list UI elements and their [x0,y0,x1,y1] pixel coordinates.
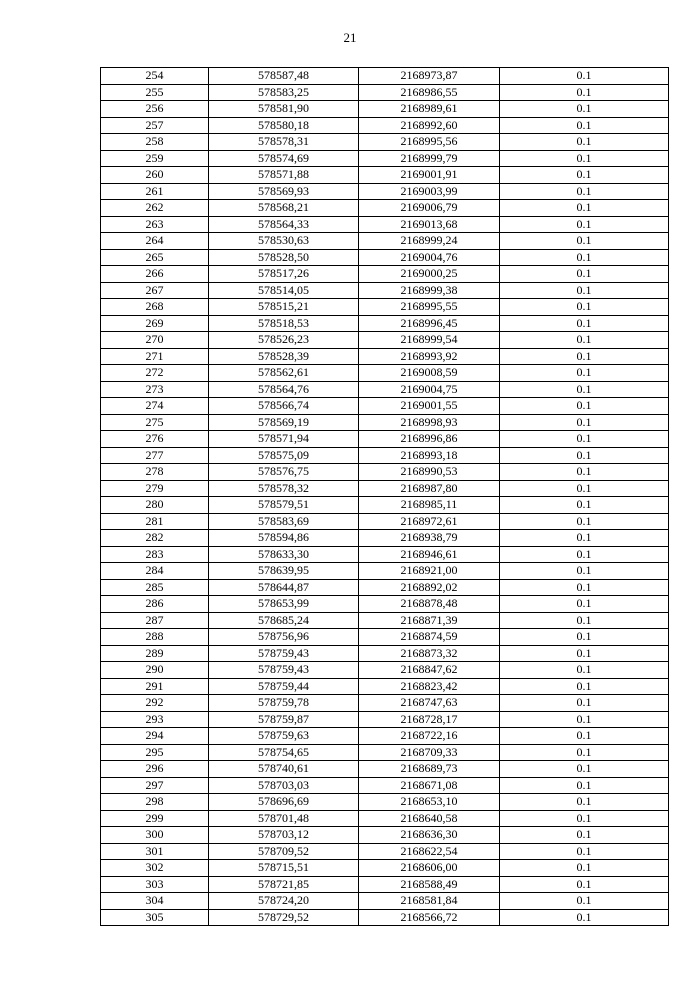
precision-cell: 0.1 [500,546,669,563]
precision-cell: 0.1 [500,233,669,250]
table-row [101,200,669,217]
point-number-cell: 302 [101,860,209,877]
x-coordinate-cell: 578528,39 [209,348,359,365]
y-coordinate-cell: 2168622,54 [359,843,500,860]
x-coordinate-cell: 578587,48 [209,68,359,85]
y-coordinate-cell: 2169003,99 [359,183,500,200]
precision-cell: 0.1 [500,381,669,398]
x-coordinate-cell: 578583,25 [209,84,359,101]
precision-cell: 0.1 [500,68,669,85]
point-number-cell: 282 [101,530,209,547]
point-number-cell: 273 [101,381,209,398]
table-row [101,414,669,431]
precision-cell: 0.1 [500,827,669,844]
precision-cell: 0.1 [500,464,669,481]
point-number-cell: 298 [101,794,209,811]
y-coordinate-cell: 2168996,45 [359,315,500,332]
precision-cell: 0.1 [500,612,669,629]
y-coordinate-cell: 2168998,93 [359,414,500,431]
point-number-cell: 262 [101,200,209,217]
x-coordinate-cell: 578583,69 [209,513,359,530]
y-coordinate-cell: 2168992,60 [359,117,500,134]
point-number-cell: 294 [101,728,209,745]
precision-cell: 0.1 [500,348,669,365]
coordinates-table-body [101,68,669,926]
table-row [101,662,669,679]
y-coordinate-cell: 2168871,39 [359,612,500,629]
x-coordinate-cell: 578517,26 [209,266,359,283]
precision-cell: 0.1 [500,216,669,233]
x-coordinate-cell: 578703,12 [209,827,359,844]
point-number-cell: 267 [101,282,209,299]
table-row [101,282,669,299]
precision-cell: 0.1 [500,447,669,464]
precision-cell: 0.1 [500,414,669,431]
point-number-cell: 268 [101,299,209,316]
y-coordinate-cell: 2168823,42 [359,678,500,695]
y-coordinate-cell: 2168986,55 [359,84,500,101]
x-coordinate-cell: 578639,95 [209,563,359,580]
precision-cell: 0.1 [500,794,669,811]
y-coordinate-cell: 2168972,61 [359,513,500,530]
x-coordinate-cell: 578653,99 [209,596,359,613]
precision-cell: 0.1 [500,530,669,547]
point-number-cell: 256 [101,101,209,118]
table-row [101,513,669,530]
x-coordinate-cell: 578709,52 [209,843,359,860]
precision-cell: 0.1 [500,563,669,580]
table-row [101,150,669,167]
x-coordinate-cell: 578571,88 [209,167,359,184]
y-coordinate-cell: 2169001,91 [359,167,500,184]
table-row [101,266,669,283]
precision-cell: 0.1 [500,183,669,200]
point-number-cell: 303 [101,876,209,893]
x-coordinate-cell: 578571,94 [209,431,359,448]
y-coordinate-cell: 2168636,30 [359,827,500,844]
point-number-cell: 280 [101,497,209,514]
table-row [101,612,669,629]
point-number-cell: 287 [101,612,209,629]
table-row [101,447,669,464]
table-row [101,348,669,365]
point-number-cell: 295 [101,744,209,761]
table-row [101,497,669,514]
precision-cell: 0.1 [500,117,669,134]
y-coordinate-cell: 2169006,79 [359,200,500,217]
table-row [101,728,669,745]
precision-cell: 0.1 [500,200,669,217]
table-row [101,299,669,316]
precision-cell: 0.1 [500,777,669,794]
x-coordinate-cell: 578580,18 [209,117,359,134]
y-coordinate-cell: 2168938,79 [359,530,500,547]
table-row [101,893,669,910]
x-coordinate-cell: 578518,53 [209,315,359,332]
x-coordinate-cell: 578759,44 [209,678,359,695]
point-number-cell: 299 [101,810,209,827]
table-row [101,398,669,415]
point-number-cell: 293 [101,711,209,728]
point-number-cell: 272 [101,365,209,382]
point-number-cell: 286 [101,596,209,613]
point-number-cell: 264 [101,233,209,250]
table-row [101,365,669,382]
y-coordinate-cell: 2168847,62 [359,662,500,679]
y-coordinate-cell: 2168874,59 [359,629,500,646]
point-number-cell: 289 [101,645,209,662]
point-number-cell: 301 [101,843,209,860]
y-coordinate-cell: 2168728,17 [359,711,500,728]
x-coordinate-cell: 578740,61 [209,761,359,778]
precision-cell: 0.1 [500,84,669,101]
point-number-cell: 285 [101,579,209,596]
precision-cell: 0.1 [500,645,669,662]
table-row [101,117,669,134]
y-coordinate-cell: 2168566,72 [359,909,500,926]
precision-cell: 0.1 [500,678,669,695]
point-number-cell: 297 [101,777,209,794]
x-coordinate-cell: 578759,63 [209,728,359,745]
point-number-cell: 300 [101,827,209,844]
table-row [101,794,669,811]
y-coordinate-cell: 2168606,00 [359,860,500,877]
y-coordinate-cell: 2168995,55 [359,299,500,316]
x-coordinate-cell: 578564,76 [209,381,359,398]
table-row [101,183,669,200]
table-row [101,909,669,926]
x-coordinate-cell: 578685,24 [209,612,359,629]
point-number-cell: 271 [101,348,209,365]
y-coordinate-cell: 2169004,76 [359,249,500,266]
table-row [101,761,669,778]
x-coordinate-cell: 578754,65 [209,744,359,761]
table-row [101,530,669,547]
x-coordinate-cell: 578576,75 [209,464,359,481]
point-number-cell: 278 [101,464,209,481]
precision-cell: 0.1 [500,480,669,497]
x-coordinate-cell: 578703,03 [209,777,359,794]
table-row [101,810,669,827]
point-number-cell: 283 [101,546,209,563]
x-coordinate-cell: 578566,74 [209,398,359,415]
point-number-cell: 254 [101,68,209,85]
table-row [101,167,669,184]
point-number-cell: 281 [101,513,209,530]
table-row [101,843,669,860]
table-row [101,381,669,398]
point-number-cell: 255 [101,84,209,101]
table-row [101,101,669,118]
table-row [101,546,669,563]
y-coordinate-cell: 2168990,53 [359,464,500,481]
point-number-cell: 292 [101,695,209,712]
y-coordinate-cell: 2168653,10 [359,794,500,811]
y-coordinate-cell: 2168722,16 [359,728,500,745]
point-number-cell: 304 [101,893,209,910]
x-coordinate-cell: 578568,21 [209,200,359,217]
precision-cell: 0.1 [500,101,669,118]
precision-cell: 0.1 [500,134,669,151]
table-row [101,315,669,332]
point-number-cell: 291 [101,678,209,695]
y-coordinate-cell: 2168973,87 [359,68,500,85]
y-coordinate-cell: 2168588,49 [359,876,500,893]
table-row [101,695,669,712]
y-coordinate-cell: 2168996,86 [359,431,500,448]
y-coordinate-cell: 2168946,61 [359,546,500,563]
x-coordinate-cell: 578526,23 [209,332,359,349]
point-number-cell: 259 [101,150,209,167]
y-coordinate-cell: 2168999,38 [359,282,500,299]
table-row [101,777,669,794]
point-number-cell: 279 [101,480,209,497]
x-coordinate-cell: 578715,51 [209,860,359,877]
x-coordinate-cell: 578759,78 [209,695,359,712]
table-row [101,629,669,646]
y-coordinate-cell: 2168999,79 [359,150,500,167]
table-row [101,134,669,151]
precision-cell: 0.1 [500,315,669,332]
x-coordinate-cell: 578721,85 [209,876,359,893]
x-coordinate-cell: 578578,32 [209,480,359,497]
table-row [101,233,669,250]
x-coordinate-cell: 578633,30 [209,546,359,563]
table-row [101,827,669,844]
y-coordinate-cell: 2169004,75 [359,381,500,398]
precision-cell: 0.1 [500,761,669,778]
x-coordinate-cell: 578644,87 [209,579,359,596]
x-coordinate-cell: 578701,48 [209,810,359,827]
y-coordinate-cell: 2168993,18 [359,447,500,464]
x-coordinate-cell: 578530,63 [209,233,359,250]
table-row [101,563,669,580]
x-coordinate-cell: 578759,87 [209,711,359,728]
table-row [101,678,669,695]
point-number-cell: 274 [101,398,209,415]
table-row [101,744,669,761]
y-coordinate-cell: 2168987,80 [359,480,500,497]
precision-cell: 0.1 [500,513,669,530]
precision-cell: 0.1 [500,579,669,596]
table-row [101,84,669,101]
point-number-cell: 261 [101,183,209,200]
x-coordinate-cell: 578514,05 [209,282,359,299]
table-row [101,876,669,893]
y-coordinate-cell: 2168999,24 [359,233,500,250]
precision-cell: 0.1 [500,299,669,316]
point-number-cell: 266 [101,266,209,283]
x-coordinate-cell: 578564,33 [209,216,359,233]
x-coordinate-cell: 578759,43 [209,662,359,679]
point-number-cell: 269 [101,315,209,332]
point-number-cell: 296 [101,761,209,778]
table-row [101,464,669,481]
x-coordinate-cell: 578594,86 [209,530,359,547]
precision-cell: 0.1 [500,695,669,712]
x-coordinate-cell: 578569,19 [209,414,359,431]
y-coordinate-cell: 2168985,11 [359,497,500,514]
precision-cell: 0.1 [500,332,669,349]
precision-cell: 0.1 [500,431,669,448]
y-coordinate-cell: 2168640,58 [359,810,500,827]
precision-cell: 0.1 [500,711,669,728]
precision-cell: 0.1 [500,150,669,167]
table-row [101,68,669,85]
y-coordinate-cell: 2168709,33 [359,744,500,761]
y-coordinate-cell: 2168995,56 [359,134,500,151]
x-coordinate-cell: 578579,51 [209,497,359,514]
table-row [101,332,669,349]
precision-cell: 0.1 [500,860,669,877]
table-row [101,645,669,662]
page-number: 21 [343,30,357,45]
x-coordinate-cell: 578562,61 [209,365,359,382]
table-row [101,249,669,266]
precision-cell: 0.1 [500,167,669,184]
point-number-cell: 270 [101,332,209,349]
table-row [101,579,669,596]
precision-cell: 0.1 [500,843,669,860]
x-coordinate-cell: 578581,90 [209,101,359,118]
precision-cell: 0.1 [500,249,669,266]
y-coordinate-cell: 2168747,63 [359,695,500,712]
precision-cell: 0.1 [500,728,669,745]
precision-cell: 0.1 [500,398,669,415]
x-coordinate-cell: 578575,09 [209,447,359,464]
point-number-cell: 277 [101,447,209,464]
point-number-cell: 265 [101,249,209,266]
point-number-cell: 275 [101,414,209,431]
point-number-cell: 263 [101,216,209,233]
table-row [101,711,669,728]
precision-cell: 0.1 [500,596,669,613]
point-number-cell: 257 [101,117,209,134]
y-coordinate-cell: 2168878,48 [359,596,500,613]
precision-cell: 0.1 [500,497,669,514]
point-number-cell: 284 [101,563,209,580]
y-coordinate-cell: 2168993,92 [359,348,500,365]
y-coordinate-cell: 2168999,54 [359,332,500,349]
y-coordinate-cell: 2168689,73 [359,761,500,778]
y-coordinate-cell: 2168873,32 [359,645,500,662]
x-coordinate-cell: 578759,43 [209,645,359,662]
y-coordinate-cell: 2168671,08 [359,777,500,794]
precision-cell: 0.1 [500,266,669,283]
coordinates-table [100,67,669,926]
table-row [101,596,669,613]
x-coordinate-cell: 578724,20 [209,893,359,910]
precision-cell: 0.1 [500,909,669,926]
point-number-cell: 276 [101,431,209,448]
precision-cell: 0.1 [500,810,669,827]
point-number-cell: 260 [101,167,209,184]
x-coordinate-cell: 578569,93 [209,183,359,200]
x-coordinate-cell: 578574,69 [209,150,359,167]
precision-cell: 0.1 [500,893,669,910]
point-number-cell: 305 [101,909,209,926]
precision-cell: 0.1 [500,662,669,679]
precision-cell: 0.1 [500,365,669,382]
y-coordinate-cell: 2169000,25 [359,266,500,283]
precision-cell: 0.1 [500,282,669,299]
table-row [101,431,669,448]
x-coordinate-cell: 578515,21 [209,299,359,316]
y-coordinate-cell: 2169001,55 [359,398,500,415]
table-row [101,216,669,233]
point-number-cell: 258 [101,134,209,151]
point-number-cell: 290 [101,662,209,679]
x-coordinate-cell: 578696,69 [209,794,359,811]
x-coordinate-cell: 578729,52 [209,909,359,926]
y-coordinate-cell: 2169013,68 [359,216,500,233]
precision-cell: 0.1 [500,876,669,893]
y-coordinate-cell: 2168581,84 [359,893,500,910]
y-coordinate-cell: 2168892,02 [359,579,500,596]
y-coordinate-cell: 2169008,59 [359,365,500,382]
table-row [101,860,669,877]
point-number-cell: 288 [101,629,209,646]
x-coordinate-cell: 578578,31 [209,134,359,151]
precision-cell: 0.1 [500,629,669,646]
precision-cell: 0.1 [500,744,669,761]
x-coordinate-cell: 578528,50 [209,249,359,266]
x-coordinate-cell: 578756,96 [209,629,359,646]
table-row [101,480,669,497]
y-coordinate-cell: 2168989,61 [359,101,500,118]
y-coordinate-cell: 2168921,00 [359,563,500,580]
